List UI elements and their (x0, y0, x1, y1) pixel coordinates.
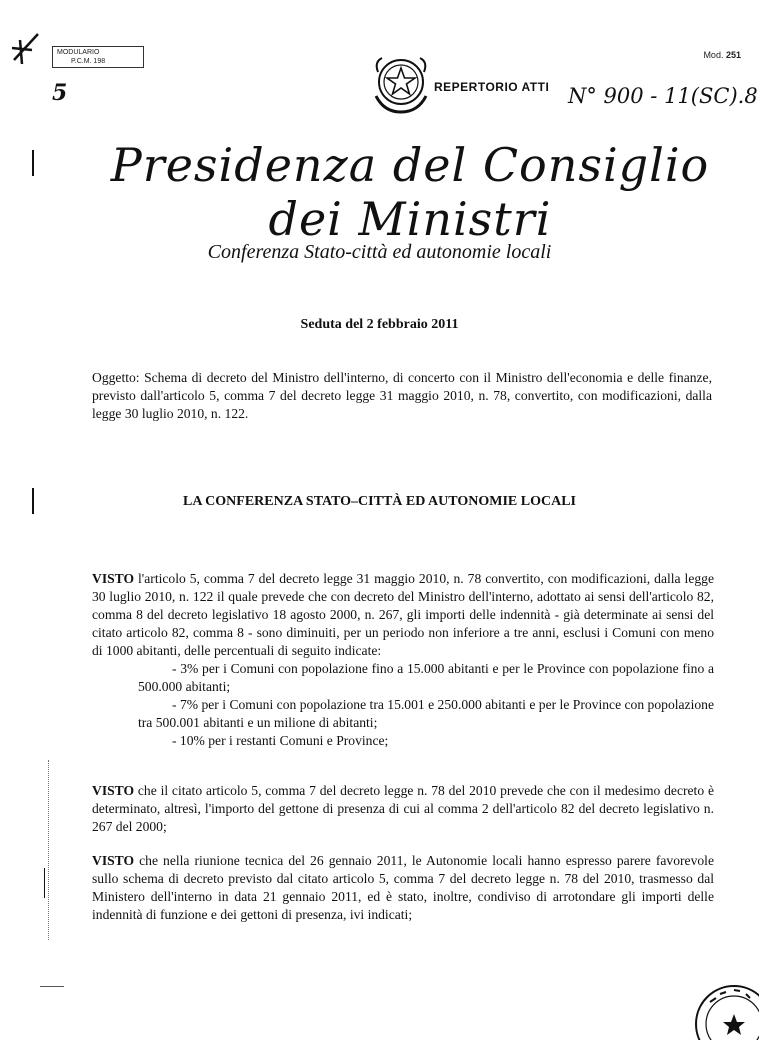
margin-bar (32, 150, 34, 176)
repertorio-label: REPERTORIO ATTI (434, 80, 550, 94)
mod-label (703, 50, 741, 60)
mod-number: 251 (725, 50, 741, 60)
repertorio-number: N° 900 - 11(SC).8 (568, 84, 758, 108)
paragraph-text: l'articolo 5, comma 7 del decreto legge 31 maggio 2010, n. 78 convertito, con modificazioni, dalla legge 30 luglio 2010, n. 122 il quale prevede che con decreto del Ministro dell'interno, adottato ai sensi dell'articolo 82, comma 8 del decreto legislativo 18 agosto 2000, n. 267, gli importi delle indennità - già determinate ai sensi del citato articolo 82, comma 8 - sono diminuiti, per un periodo non inferiore a tre anni, esclusi i Comuni con meno di 1000 abitanti, delle percentuali di seguito indicate: (92, 571, 714, 658)
visto-paragraph-3 (92, 852, 714, 924)
visto-lead: VISTO (92, 571, 135, 586)
stamp-line: P.C.M. 198 (71, 58, 106, 65)
paragraph-text: che nella riunione tecnica del 26 gennaio 2011, le Autonomie locali hanno espresso parere favorevole sullo schema di decreto previsto dal citato articolo 5, comma 7 del decreto legge n. 78 del 2010, trasmesso dal Ministero dell'interno in data 21 gennaio 2011, ed è stato, inoltre, condiviso di arrotondare gli importi delle indennità di funzione e dei gettoni di presenza, ivi indicati; (92, 853, 714, 922)
handwritten-number: 5 (52, 80, 68, 106)
margin-bar (44, 868, 45, 898)
session-date: Seduta del 2 febbraio 2011 (300, 317, 459, 332)
page-title: Presidenza del Consiglio dei Ministri (110, 138, 710, 246)
list-item: - 3% per i Comuni con popolazione fino a 15.000 abitanti e per le Province con popolazione fino a 500.000 abitanti; (138, 661, 714, 694)
visto-paragraph-2 (92, 782, 714, 836)
list-item: - 10% per i restanti Comuni e Province; (172, 733, 389, 748)
mod-label-text: Mod. (703, 50, 724, 60)
handwritten-mark (8, 30, 48, 70)
modulario-stamp (52, 46, 144, 68)
visto-lead: VISTO (92, 853, 135, 868)
margin-specks (48, 760, 55, 940)
section-heading: LA CONFERENZA STATO–CITTÀ ED AUTONOMIE LOCALI (183, 494, 576, 509)
italian-republic-emblem-icon (370, 52, 432, 116)
paragraph-text: che il citato articolo 5, comma 7 del decreto legge n. 78 del 2010 prevede che con il medesimo decreto è determinato, altresì, l'importo del gettone di presenza di cui al comma 2 dell'articolo 82 del decreto legislativo n. 267 del 2000; (92, 783, 714, 834)
bottom-rule (40, 986, 64, 987)
subject-paragraph: Oggetto: Schema di decreto del Ministro dell'interno, di concerto con il Ministro dell'economia e delle finanze, previsto dall'articolo 5, comma 7 del decreto legge 31 maggio 2010, n. 78, convertito, con modificazioni, dalla legge 30 luglio 2010, n. 122. (92, 370, 712, 421)
page-subtitle: Conferenza Stato-città ed autonomie locali (207, 241, 552, 263)
visto-lead: VISTO (92, 783, 135, 798)
list-item: - 7% per i Comuni con popolazione tra 15.001 e 250.000 abitanti e per le Province con popolazione tra 500.001 abitanti e un milione di abitanti; (138, 697, 714, 730)
official-seal-icon (690, 980, 759, 1040)
visto-paragraph-1 (92, 570, 714, 750)
stamp-line: MODULARIO (57, 49, 100, 56)
